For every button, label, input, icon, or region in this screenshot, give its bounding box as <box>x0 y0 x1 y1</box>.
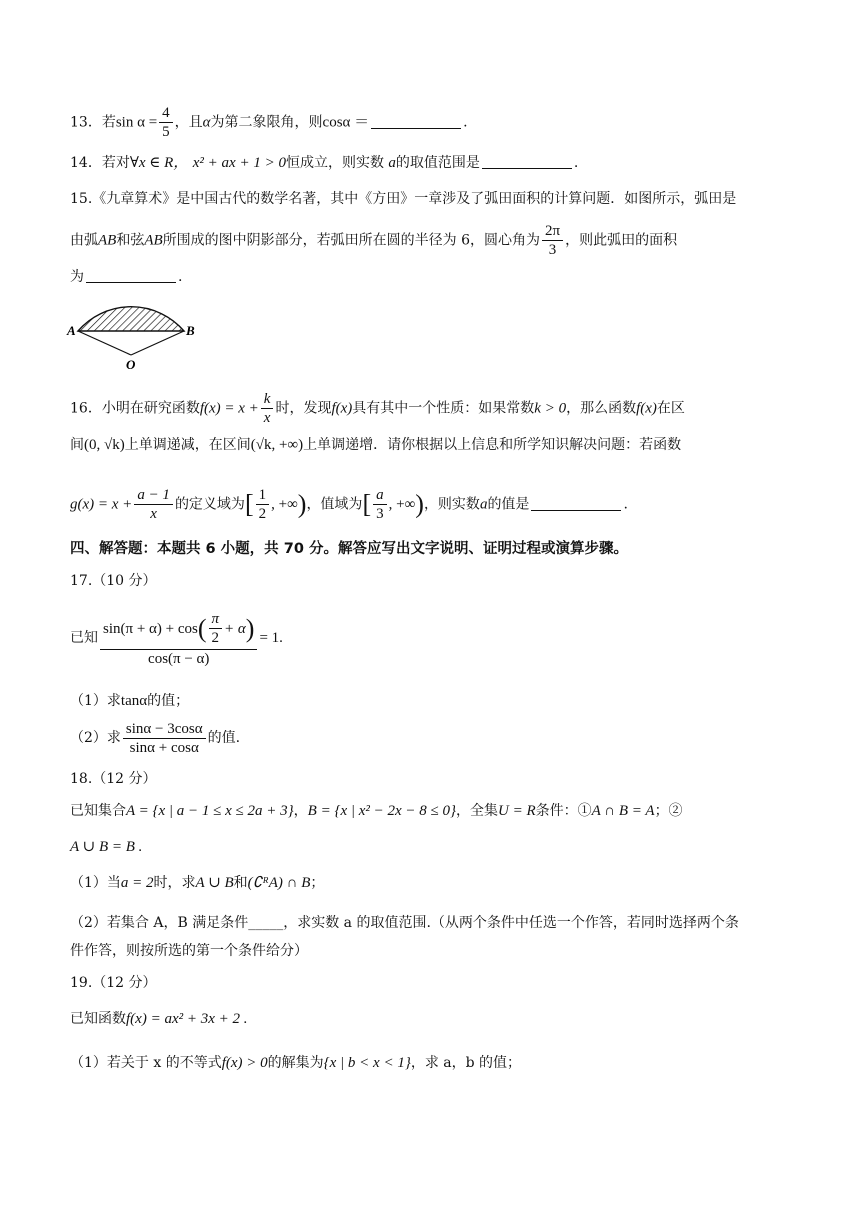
question-15-line-1: 15.《九章算术》是中国古代的数学名著，其中《方田》一章涉及了弧田面积的计算问题．如图所示，弧田是 <box>70 191 737 207</box>
shaded-segment <box>78 307 184 331</box>
section-4-heading: 四、解答题：本题共 6 小题，共 70 分。解答应写出文字说明、证明过程或演算步骤。 <box>70 541 628 557</box>
label-O: O <box>126 357 136 372</box>
question-17-part-1: （1）求tanα的值； <box>70 693 190 709</box>
question-18-part-1: （1）当a = 2时，求A ∪ B和(∁ᴿA) ∩ B； <box>70 875 325 891</box>
answer-blank-14[interactable] <box>482 154 572 169</box>
question-16-line-3: g(x) = x + $\frac{a - 1}{x}$ 的定义域为[ $\frac{1}{2}$ , +∞)，值域为[ $\frac{a}{3}$ , +∞)，则实数a的值是 . <box>70 487 628 522</box>
question-18-part-2-line-2: 件作答，则按所选的第一个条件给分） <box>70 943 308 959</box>
fraction-4-5: $\frac{4}{5}$ <box>159 104 173 141</box>
question-16-line-2: 间(0, √k)上单调递减，在区间(√k, +∞)上单调递增．请你根据以上信息和所学知识解决问题：若函数 <box>70 437 682 453</box>
question-13: 13．若sin α = $\frac{4}{5}$ ，且α为第二象限角，则cosα ＝ . <box>70 105 468 140</box>
question-17-part-2: （2）求 $\frac{\sin\alpha - 3\cos\alpha}{\sin\alpha + \cos\alpha}$ 的值. <box>70 720 241 756</box>
question-15-line-3: 为 . <box>70 269 183 285</box>
question-19-part-1: （1）若关于 x 的不等式f(x) > 0的解集为{x | b < x < 1}，求 a，b 的值； <box>70 1055 522 1071</box>
question-18-part-2-line-1: （2）若集合 A，B 满足条件_____，求实数 a 的取值范围.（从两个条件中任选一个作答，若同时选择两个条 <box>70 915 739 931</box>
cos-alpha-expr: cosα ＝ <box>322 114 370 131</box>
label-A: A <box>67 323 76 338</box>
fraction-k-x: $\frac{k}{x}$ <box>261 390 274 427</box>
question-17-head: 17.（10 分） <box>70 573 157 589</box>
answer-blank-13[interactable] <box>371 114 461 129</box>
answer-blank-15[interactable] <box>86 268 176 283</box>
question-18-line-1: 已知集合A = {x | a − 1 ≤ x ≤ 2a + 3}，B = {x | x² − 2x − 8 ≤ 0}，全集U = R条件：①A ∩ B = A；② <box>70 803 683 819</box>
question-14: 14．若对∀x ∈ R， x² + ax + 1 > 0恒成立，则实数 a的取值范围是 . <box>70 155 579 171</box>
fraction-2pi-3: $\frac{2\pi}{3}$ <box>542 222 563 259</box>
question-16-line-1: 16．小明在研究函数f(x) = x + $\frac{k}{x}$ 时，发现f(x)具有其中一个性质：如果常数k > 0，那么函数f(x)在区 <box>70 391 685 426</box>
radius-OA <box>78 331 131 355</box>
label-B: B <box>186 323 195 338</box>
question-15-line-2: 由弧AB和弦AB所围成的图中阴影部分，若弧田所在圆的半径为 6，圆心角为 $\frac{2\pi}{3}$ ，则此弧田的面积 <box>70 223 678 258</box>
answer-blank-16[interactable] <box>531 496 621 511</box>
fraction-a-minus-1-over-x: $\frac{a - 1}{x}$ <box>134 486 173 523</box>
radius-OB <box>131 331 184 355</box>
question-18-line-2: A ∪ B = B . <box>70 839 143 855</box>
question-19-head: 19.（12 分） <box>70 975 157 991</box>
arc-field-figure <box>64 290 214 372</box>
question-18-head: 18.（12 分） <box>70 771 157 787</box>
question-19-given: 已知函数f(x) = ax² + 3x + 2 . <box>70 1011 248 1027</box>
given-equation-fraction: sin(π + α) + cos ( $\frac{\pi}{2}$ + α ) cos(π − α) <box>100 609 257 668</box>
question-17-given: 已知 sin(π + α) + cos ( $\frac{\pi}{2}$ + α ) cos(π − α) = 1. <box>70 598 792 678</box>
sin-alpha-expr: sin α = <box>115 114 158 131</box>
